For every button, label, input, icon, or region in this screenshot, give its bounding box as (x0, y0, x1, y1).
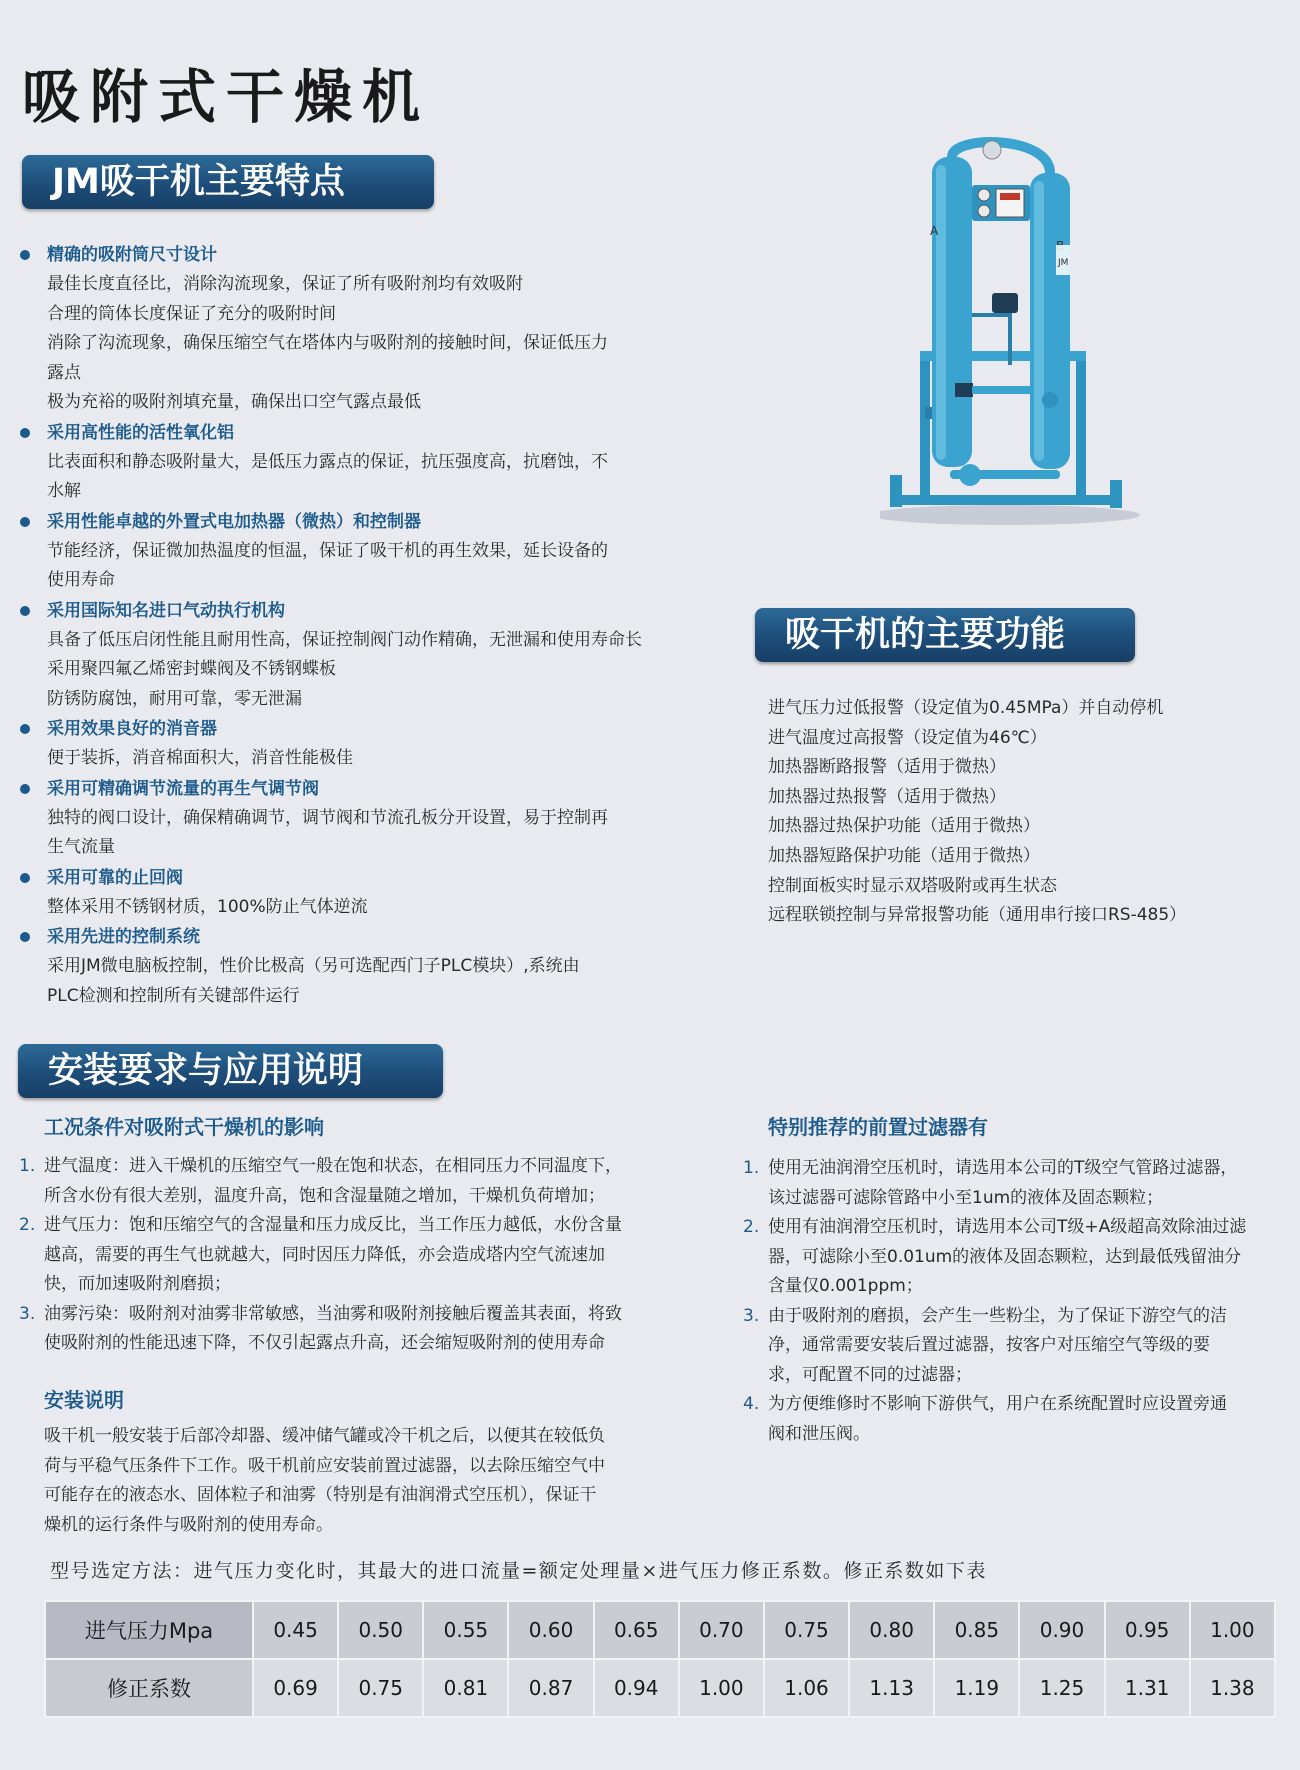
function-item: 加热器短路保护功能（适用于微热） (768, 845, 1040, 866)
item-number: 1. (19, 1156, 36, 1176)
bullet-icon (20, 250, 30, 260)
function-item: 加热器过热保护功能（适用于微热） (768, 816, 1040, 837)
factor-row-header: 修正系数 (45, 1659, 253, 1717)
pressure-cell: 0.55 (423, 1601, 508, 1659)
item-text: 进气温度：进入干燥机的压缩空气一般在饱和状态，在相同压力不同温度下， (44, 1156, 622, 1176)
pressure-row (45, 1601, 1275, 1659)
feature-text: 极为充裕的吸附剂填充量，确保出口空气露点最低 (47, 392, 421, 412)
pressure-cell: 0.50 (338, 1601, 423, 1659)
item-text: 为方便维修时不影响下游供气，用户在系统配置时应设置旁通 (768, 1394, 1227, 1414)
numbered-item (19, 1211, 622, 1300)
feature-heading (18, 774, 668, 804)
bullet-icon (20, 724, 30, 734)
feature-text: 节能经济，保证微加热温度的恒温，保证了吸干机的再生效果，延长设备的 (47, 540, 608, 561)
feature-item (18, 863, 668, 923)
function-item: 加热器过热报警（适用于微热） (768, 786, 1006, 807)
item-text: 油雾污染：吸附剂对油雾非常敏感，当油雾和吸附剂接触后覆盖其表面，将致 (44, 1303, 622, 1324)
feature-text: 生气流量 (47, 837, 115, 857)
install-banner: 安装要求与应用说明 (18, 1044, 443, 1098)
feature-text: 便于装拆，消音棉面积大，消音性能极佳 (47, 748, 353, 768)
correction-factor-table (44, 1600, 1276, 1718)
feature-heading-text: 采用高性能的活性氧化铝 (47, 422, 234, 443)
item-text: 越高，需要的再生气也就越大，同时因压力降低，亦会造成塔内空气流速加 (44, 1244, 605, 1265)
factor-cell: 1.19 (934, 1659, 1019, 1717)
feature-item (18, 714, 668, 774)
feature-item (18, 240, 668, 418)
conditions-title: 工况条件对吸附式干燥机的影响 (44, 1115, 324, 1139)
install-title: 安装说明 (44, 1388, 124, 1412)
feature-item (18, 507, 668, 596)
bullet-icon (20, 873, 30, 883)
page-title: 吸附式干燥机 (22, 63, 431, 131)
item-text: 由于吸附剂的磨损，会产生一些粉尘，为了保证下游空气的洁 (768, 1305, 1227, 1326)
feature-text: 独特的阀口设计，确保精确调节，调节阀和节流孔板分开设置，易于控制再 (47, 807, 608, 828)
item-text: 净，通常需要安装后置过滤器，按客户对压缩空气等级的要 (768, 1335, 1210, 1355)
function-item: 远程联锁控制与异常报警功能（通用串行接口RS-485） (768, 905, 1187, 926)
numbered-item (743, 1154, 1246, 1213)
factor-cell: 1.06 (764, 1659, 849, 1717)
feature-heading-text: 采用可靠的止回阀 (47, 867, 183, 888)
feature-text: 最佳长度直径比，消除沟流现象，保证了所有吸附剂均有效吸附 (47, 274, 523, 294)
tower-a-mark: A (930, 224, 939, 238)
feature-heading (18, 418, 668, 448)
feature-heading-text: 采用效果良好的消音器 (47, 719, 217, 739)
item-text: 该过滤器可滤除管路中小至1um的液体及固态颗粒； (768, 1187, 1164, 1208)
feature-text: 露点 (47, 362, 81, 383)
factor-cell: 1.13 (849, 1659, 934, 1717)
pressure-cell: 0.75 (764, 1601, 849, 1659)
factor-cell: 1.31 (1105, 1659, 1190, 1717)
function-item: 控制面板实时显示双塔吸附或再生状态 (768, 875, 1057, 896)
factor-cell: 1.38 (1190, 1659, 1275, 1717)
feature-heading-text: 采用性能卓越的外置式电加热器（微热）和控制器 (47, 511, 421, 532)
numbered-item (743, 1390, 1246, 1449)
function-item: 加热器断路报警（适用于微热） (768, 757, 1006, 778)
function-item: 进气压力过低报警（设定值为0.45MPa）并自动停机 (768, 698, 1164, 718)
bullet-icon (20, 932, 30, 942)
brand-mark: JM (1058, 258, 1069, 268)
numbered-item (19, 1300, 622, 1359)
feature-text: 消除了沟流现象，确保压缩空气在塔体内与吸附剂的接触时间，保证低压力 (47, 333, 608, 353)
feature-heading-text: 采用可精确调节流量的再生气调节阀 (47, 778, 319, 799)
pressure-cell: 0.90 (1019, 1601, 1104, 1659)
bullet-icon (20, 606, 30, 616)
feature-text: 使用寿命 (47, 570, 115, 590)
factor-cell: 0.87 (508, 1659, 593, 1717)
item-text: 求，可配置不同的过滤器； (768, 1364, 972, 1385)
pressure-cell: 0.65 (594, 1601, 679, 1659)
functions-list (768, 694, 1288, 931)
pressure-cell: 0.85 (934, 1601, 1019, 1659)
pressure-cell: 0.80 (849, 1601, 934, 1659)
feature-heading (18, 507, 668, 537)
numbered-item (743, 1213, 1246, 1302)
pressure-cell: 1.00 (1190, 1601, 1275, 1659)
feature-text: PLC检测和控制所有关键部件运行 (47, 985, 300, 1006)
bullet-icon (20, 517, 30, 527)
item-number: 3. (19, 1303, 36, 1324)
item-text: 器，可滤除小至0.01um的液体及固态颗粒，达到最低残留油分 (768, 1246, 1242, 1267)
pressure-cell: 0.70 (679, 1601, 764, 1659)
pressure-cell: 0.60 (508, 1601, 593, 1659)
feature-item (18, 596, 668, 715)
bullet-icon (20, 428, 30, 438)
factor-cell: 1.00 (679, 1659, 764, 1717)
install-line: 燥机的运行条件与吸附剂的使用寿命。 (44, 1514, 333, 1535)
item-text: 使吸附剂的性能迅速下降，不仅引起露点升高，还会缩短吸附剂的使用寿命 (44, 1333, 605, 1353)
selection-method-text: 型号选定方法：进气压力变化时，其最大的进口流量=额定处理量×进气压力修正系数。修正系数如下表 (50, 1560, 987, 1582)
feature-text: 具备了低压启闭性能且耐用性高，保证控制阀门动作精确，无泄漏和使用寿命长 (47, 629, 642, 650)
feature-item (18, 774, 668, 863)
item-text: 含量仅0.001ppm； (768, 1276, 923, 1296)
feature-heading (18, 922, 668, 952)
dryer-product-image (880, 135, 1140, 535)
item-text: 使用有油润滑空压机时，请选用本公司T级+A级超高效除油过滤 (768, 1217, 1247, 1237)
item-text: 使用无油润滑空压机时，请选用本公司的T级空气管路过滤器， (768, 1158, 1238, 1178)
numbered-item (19, 1152, 622, 1211)
install-line: 可能存在的液态水、固体粒子和油雾（特别是有油润滑式空压机），保证干 (44, 1485, 597, 1505)
feature-heading (18, 240, 668, 270)
function-item: 进气温度过高报警（设定值为46℃） (768, 727, 1047, 748)
item-text: 阀和泄压阀。 (768, 1423, 870, 1444)
features-banner: JM吸干机主要特点 (22, 155, 434, 209)
feature-heading-text: 精确的吸附筒尺寸设计 (47, 245, 217, 265)
pressure-cell: 0.45 (253, 1601, 338, 1659)
feature-heading (18, 596, 668, 626)
factor-cell: 0.81 (423, 1659, 508, 1717)
feature-text: 合理的筒体长度保证了充分的吸附时间 (47, 303, 336, 324)
feature-text: 水解 (47, 481, 81, 501)
feature-heading-text: 采用国际知名进口气动执行机构 (47, 600, 285, 621)
feature-heading (18, 863, 668, 893)
filters-list (743, 1154, 1246, 1449)
features-list (18, 240, 668, 1011)
feature-text: 比表面积和静态吸附量大，是低压力露点的保证，抗压强度高，抗磨蚀，不 (47, 451, 608, 472)
feature-text: 采用JM微电脑板控制，性价比极高（另可选配西门子PLC模块）,系统由 (47, 956, 580, 976)
factor-cell: 0.69 (253, 1659, 338, 1717)
item-number: 2. (19, 1215, 36, 1235)
pressure-cell: 0.95 (1105, 1601, 1190, 1659)
feature-item (18, 418, 668, 507)
factor-cell: 0.94 (594, 1659, 679, 1717)
item-number: 1. (743, 1158, 760, 1178)
filters-title: 特别推荐的前置过滤器有 (768, 1115, 988, 1139)
numbered-item (743, 1302, 1246, 1391)
factor-cell: 1.25 (1019, 1659, 1104, 1717)
install-line: 荷与平稳气压条件下工作。吸干机前应安装前置过滤器，以去除压缩空气中 (44, 1455, 605, 1476)
item-number: 3. (743, 1305, 760, 1326)
functions-banner: 吸干机的主要功能 (755, 608, 1135, 662)
pressure-row-header: 进气压力Mpa (45, 1601, 253, 1659)
feature-text: 采用聚四氟乙烯密封蝶阀及不锈钢蝶板 (47, 659, 336, 679)
feature-text: 防锈防腐蚀，耐用可靠，零无泄漏 (47, 688, 302, 709)
install-description (44, 1422, 605, 1540)
install-line: 吸干机一般安装于后部冷却器、缓冲储气罐或冷干机之后，以便其在较低负 (44, 1426, 605, 1446)
item-text: 所含水份有很大差别，温度升高，饱和含湿量随之增加，干燥机负荷增加； (44, 1185, 605, 1206)
item-text: 快，而加速吸附剂磨损； (44, 1274, 231, 1294)
feature-text: 整体采用不锈钢材质，100%防止气体逆流 (47, 896, 368, 917)
feature-item (18, 922, 668, 1011)
factor-row (45, 1659, 1275, 1717)
feature-heading (18, 714, 668, 744)
conditions-list (19, 1152, 622, 1359)
item-number: 2. (743, 1217, 760, 1237)
item-number: 4. (743, 1394, 760, 1414)
item-text: 进气压力：饱和压缩空气的含湿量和压力成反比，当工作压力越低，水份含量 (44, 1215, 622, 1235)
feature-heading-text: 采用先进的控制系统 (47, 927, 200, 947)
factor-cell: 0.75 (338, 1659, 423, 1717)
bullet-icon (20, 784, 30, 794)
